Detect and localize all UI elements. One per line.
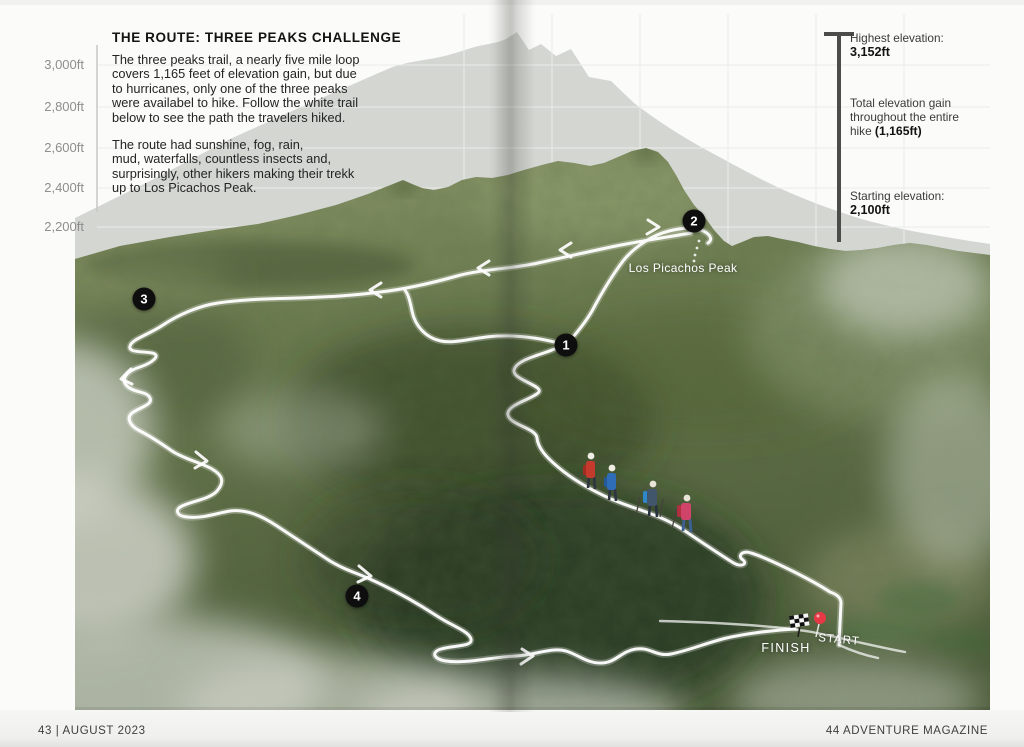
elevation-gain-line-1: Total elevation gain	[850, 96, 951, 110]
elevation-gain-line-3	[850, 124, 1005, 138]
trail-marker-4: 4	[346, 585, 369, 608]
starting-elevation-value: 2,100ft	[850, 203, 890, 217]
elevation-gain-value: (1,165ft)	[874, 124, 922, 138]
article-paragraph-2: The route had sunshine, fog, rain, mud, waterfalls, countless insects and, surprisingly, other hikers making their trekk up to Los Picachos Peak.	[112, 137, 355, 196]
axis-tick-2400ft: 2,400ft	[44, 180, 84, 195]
fold-shadow	[494, 0, 534, 712]
axis-tick-2800ft: 2,800ft	[44, 99, 84, 114]
elevation-gain-line-2: throughout the entire	[850, 110, 959, 124]
elevation-gain-stat	[850, 96, 1005, 138]
finish-label: FINISH	[761, 641, 811, 655]
page-title: THE ROUTE: THREE PEAKS CHALLENGE	[112, 30, 402, 45]
folio-right: 44 ADVENTURE MAGAZINE	[825, 725, 988, 737]
starting-elevation-label: Starting elevation:	[850, 189, 945, 203]
start-label: START	[817, 632, 861, 648]
article-block	[112, 30, 424, 196]
article-paragraph-1: The three peaks trail, a nearly five mile loop covers 1,165 feet of elevation gain, but due to hurricanes, only one of the three peaks were availabel to hike. Follow the white trail below to see the path the travelers hiked.	[112, 52, 360, 125]
peak-name-label: Los Picachos Peak	[628, 261, 738, 275]
highest-elevation-value: 3,152ft	[850, 45, 890, 59]
highest-elevation-stat	[850, 31, 1005, 60]
trail-marker-3: 3	[133, 288, 156, 311]
axis-tick-2600ft: 2,600ft	[44, 140, 84, 155]
axis-tick-3000ft: 3,000ft	[44, 57, 84, 72]
page-footer	[0, 710, 1024, 747]
highest-elevation-label: Highest elevation:	[850, 31, 944, 45]
folio-left: 43 | AUGUST 2023	[38, 725, 146, 737]
starting-elevation-stat	[850, 189, 1005, 218]
axis-tick-2200ft: 2,200ft	[44, 219, 84, 234]
trail-marker-2: 2	[683, 210, 706, 233]
elevation-gain-line-3-text: hike	[850, 124, 875, 138]
trail-marker-1: 1	[555, 334, 578, 357]
